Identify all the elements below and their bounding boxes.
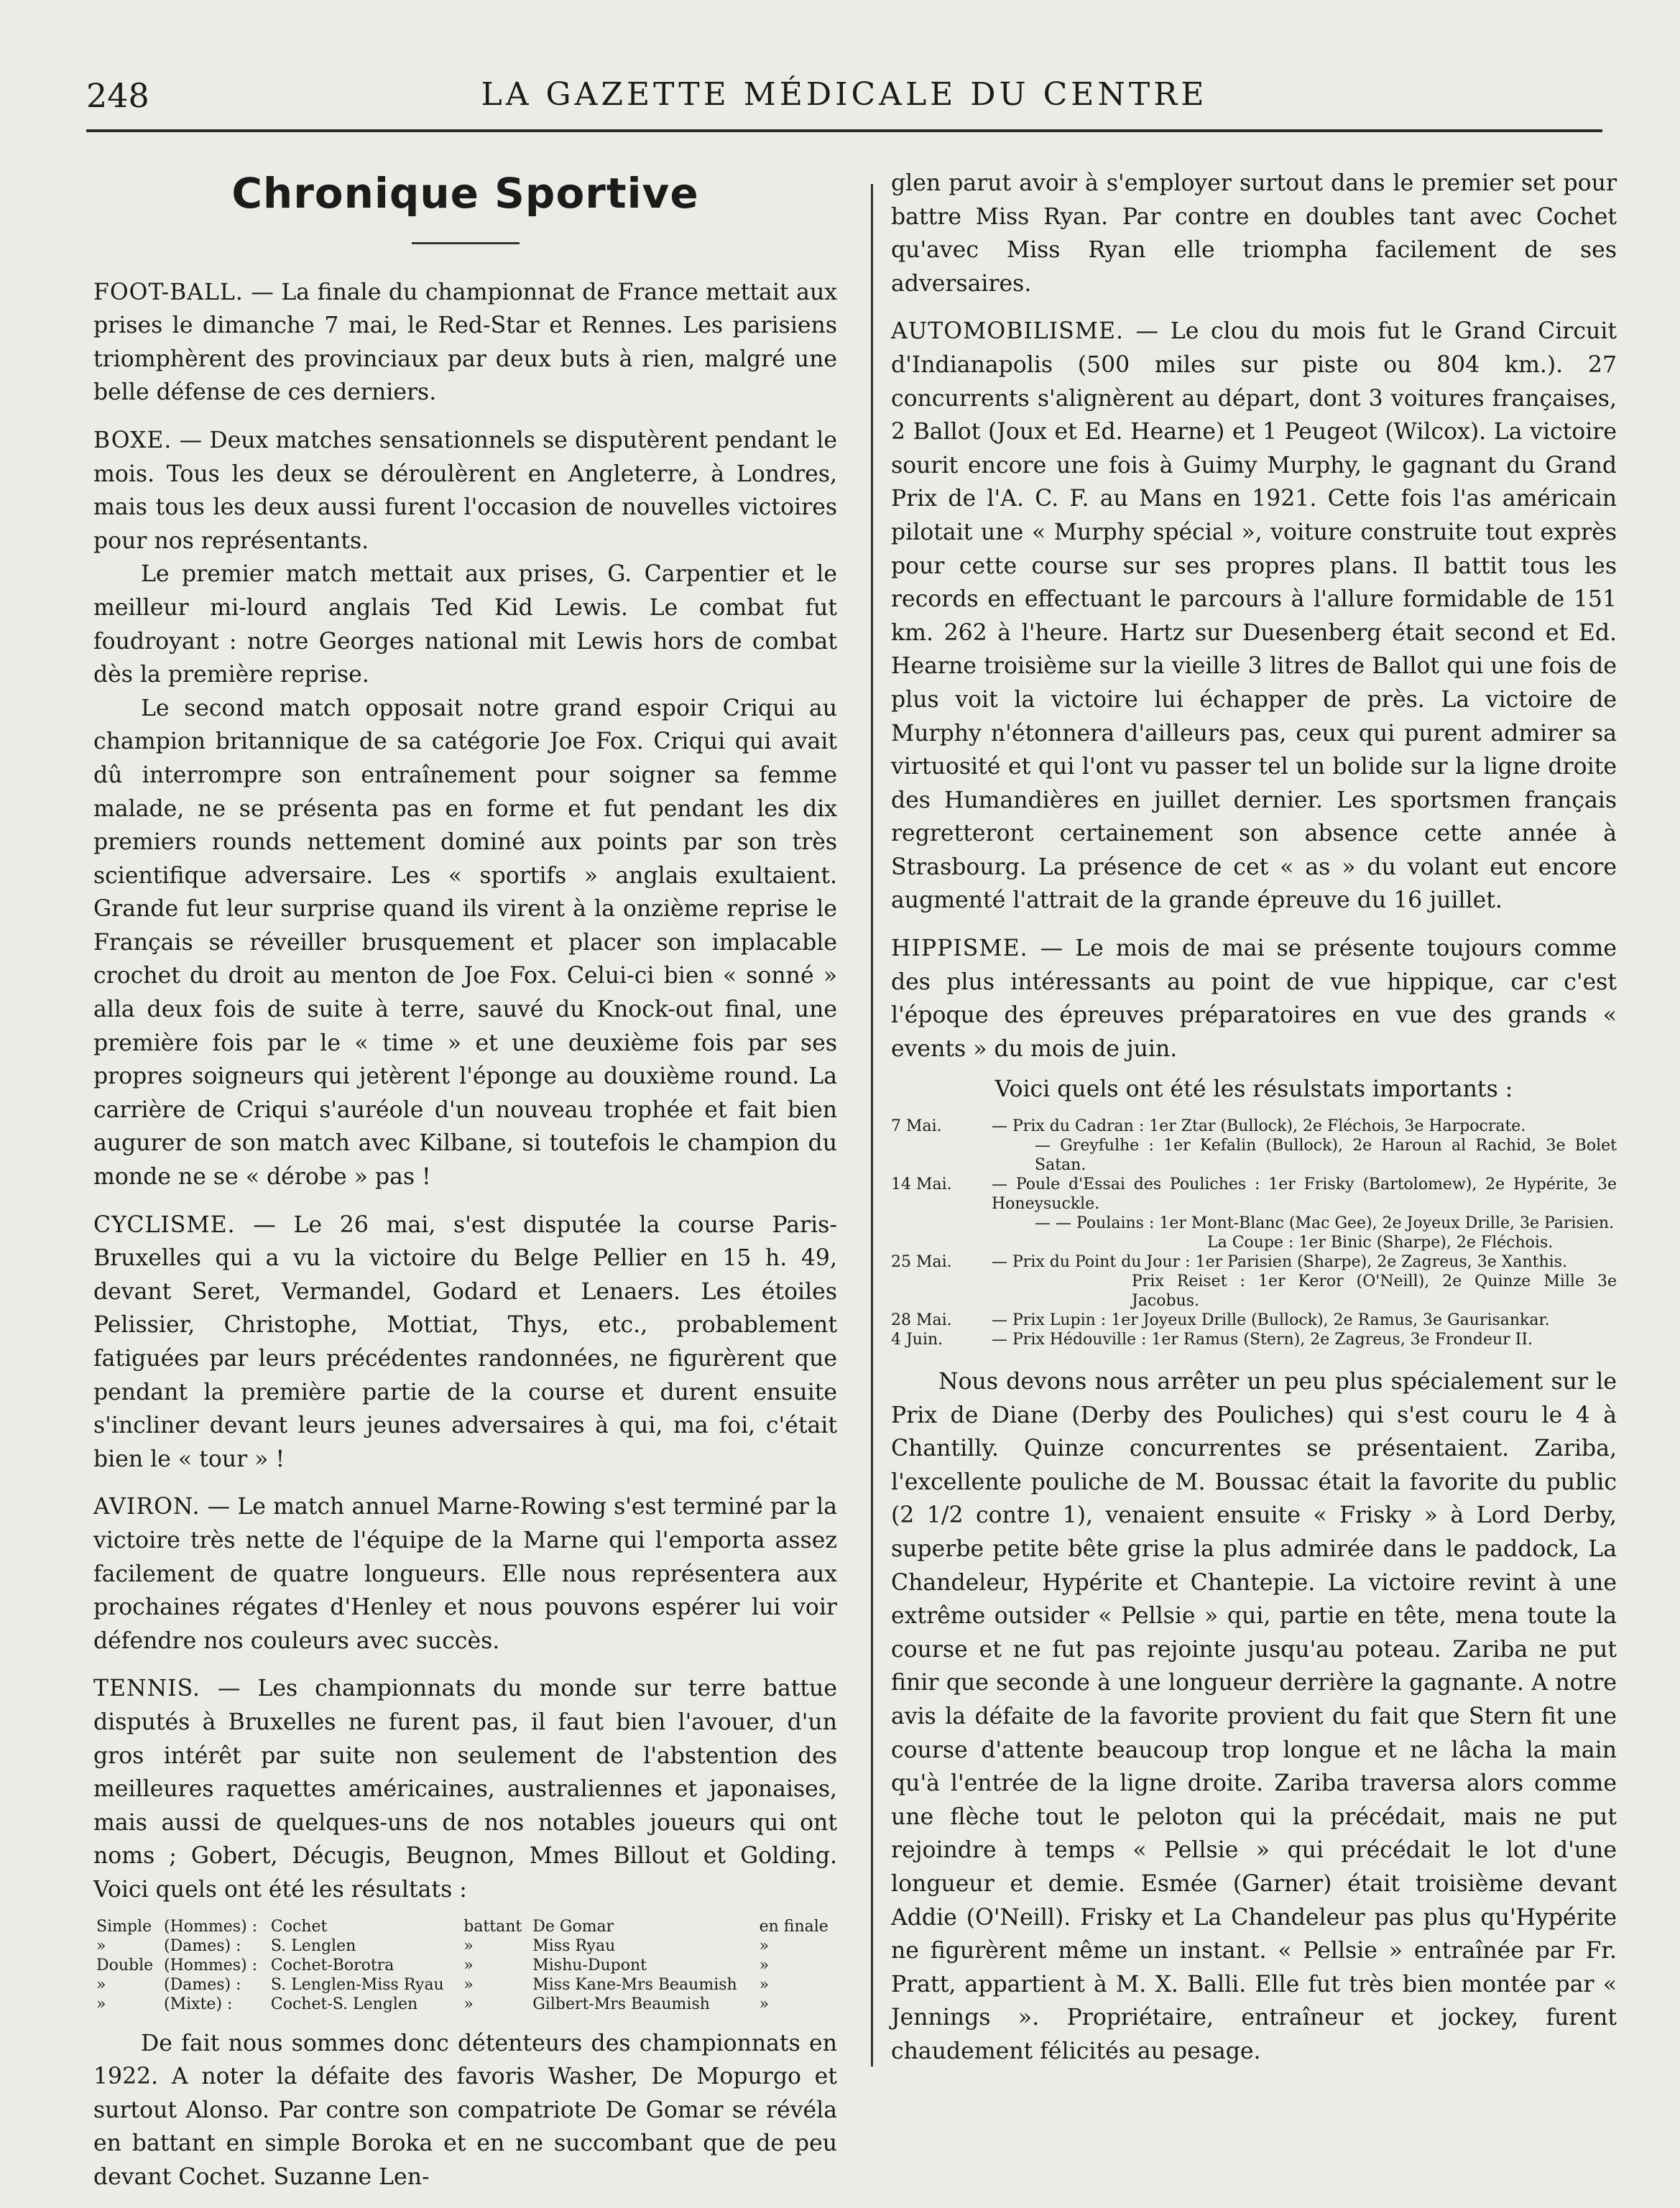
table-row bbox=[93, 1917, 837, 1936]
page-number: 248 bbox=[86, 76, 149, 115]
boxe-p1-text: — Deux matches sensationnels se disputèrent pendant le mois. Tous les deux se déroulèrent en Angleterre, à Londres, mais tous les deux aussi furent l'occasion de nouvelles victoires pour nos représentants. bbox=[93, 427, 837, 554]
race-results bbox=[891, 1117, 1617, 1349]
race-text: — Prix du Point du Jour : 1er Parisien (Sharpe), 2e Zagreus, 3e Xanthis. bbox=[992, 1253, 1567, 1272]
aviron-section bbox=[93, 1490, 837, 1658]
list-item bbox=[891, 1330, 1617, 1349]
table-cell: » bbox=[96, 1936, 106, 1955]
right-column bbox=[891, 167, 1617, 2083]
hippisme-text: — Le mois de mai se présente toujours comme des plus intéressants au point de vue hippique, car c'est l'époque des épreuves préparatoires en vue des grands « events » du mois de juin. bbox=[891, 936, 1617, 1062]
boxe-p2: Le premier match mettait aux prises, G. Carpentier et le meilleur mi-lourd anglais Ted Kid Lewis. Le combat fut foudroyant : notre Georges national mit Lewis hors de combat dès la première reprise. bbox=[93, 561, 837, 688]
tennis-p1 bbox=[93, 1672, 837, 1906]
list-item bbox=[891, 1117, 1617, 1136]
column-divider bbox=[871, 184, 873, 2066]
table-cell: » bbox=[759, 1956, 770, 1974]
table-cell: » bbox=[96, 1995, 106, 2013]
list-item bbox=[891, 1252, 1617, 1272]
aviron-text: — Le match annuel Marne-Rowing s'est terminé par la victoire très nette de l'équipe de la Marne qui l'emporta assez facilement de quatre longueurs. Elle nous représentera aux prochaines régates d'Henley et nous pouvons espérer lui voir défendre nos couleurs avec succès. bbox=[93, 1494, 837, 1654]
title-rule bbox=[412, 242, 520, 244]
list-item bbox=[891, 1233, 1617, 1252]
table-cell: » bbox=[463, 1995, 474, 2013]
football-section bbox=[93, 276, 837, 410]
boxe-section bbox=[93, 424, 837, 1194]
left-column bbox=[93, 169, 837, 2208]
table-cell: Double bbox=[96, 1956, 154, 1974]
page-header bbox=[86, 76, 1602, 126]
race-date: 7 Mai. bbox=[891, 1117, 942, 1136]
table-cell: Cochet bbox=[270, 1917, 328, 1936]
race-date bbox=[891, 1272, 992, 1311]
hippisme-section bbox=[891, 932, 1617, 2068]
list-item bbox=[891, 1272, 1617, 1311]
list-item bbox=[891, 1214, 1617, 1233]
table-cell: battant bbox=[463, 1917, 522, 1936]
race-date: 25 Mai. bbox=[891, 1253, 952, 1272]
table-cell: (Dames) : bbox=[164, 1936, 241, 1955]
race-date bbox=[891, 1233, 992, 1252]
race-date: 14 Mai. bbox=[891, 1175, 952, 1194]
table-cell: Gilbert-Mrs Beaumish bbox=[532, 1995, 710, 2013]
race-text: Prix Reiset : 1er Keror (O'Neill), 2e Quinze Mille 3e Jacobus. bbox=[1132, 1272, 1617, 1311]
football-text: — La finale du championnat de France mettait aux prises le dimanche 7 mai, le Red-Star et Rennes. Les parisiens triomphèrent des provinciaux par deux buts à rien, malgré une belle défense de ces derniers. bbox=[93, 279, 837, 406]
table-cell: » bbox=[759, 1936, 770, 1955]
cyclisme-section bbox=[93, 1209, 837, 1477]
table-cell: (Mixte) : bbox=[164, 1995, 233, 2013]
hippisme-p1 bbox=[891, 932, 1617, 1066]
table-row bbox=[93, 1975, 837, 1995]
table-row bbox=[93, 1956, 837, 1975]
list-item bbox=[891, 1175, 1617, 1214]
auto-head: AUTOMOBILISME. bbox=[891, 318, 1125, 345]
table-cell: Cochet-Borotra bbox=[270, 1956, 394, 1974]
tennis-text: — Les championnats du monde sur terre battue disputés à Bruxelles ne furent pas, il faut bien l'avouer, d'un gros intérêt par suite non seulement de l'abstention des meilleures raquettes américaines, australiennes et japonaises, mais aussi de quelques-uns de nos notables joueurs qui ont noms ; Gobert, Décugis, Beugnon, Mmes Billout et Golding. Voici quels ont été les résultats : bbox=[93, 1676, 837, 1903]
table-cell: » bbox=[463, 1956, 474, 1974]
diane-paragraph: Nous devons nous arrêter un peu plus spécialement sur le Prix de Diane (Derby des Pouliches) qui s'est couru le 4 à Chantilly. Quinze concurrentes se présentaient. Zariba, l'excellente pouliche de M. Boussac était la favorite du public (2 1/2 contre 1), venaient ensuite « Frisky » à Lord Derby, superbe petite bête grise la plus admirée dans le paddock, La Chandeleur, Hypérite et Chantepie. La victoire revint à une extrême outsider « Pellsie » qui, partie en tête, mena toute la course et ne fut pas rejointe jusqu'au poteau. Zariba ne put finir que seconde à une longueur derrière la gagnante. A notre avis la défaite de la favorite provient du fait que Stern fit une course d'attente beaucoup trop longue et ne lâcha la main qu'à l'entrée de la ligne droite. Zariba traversa alors comme une flèche tout le peloton qui la précédait, mais ne put rejoindre à temps « Pellsie » qui précédait le lot d'une longueur et demie. Esmée (Garner) était troisième devant Addie (O'Neill). Frisky et La Chandeleur pas plus qu'Hypérite ne figurèrent même un instant. « Pellsie » entraînée par Fr. Pratt, appartient à M. X. Balli. Elle fut très bien montée par « Jennings ». Propriétaire, entraîneur et jockey, furent chaudement félicités au pesage. bbox=[891, 1369, 1617, 2064]
race-text: — Greyfulhe : 1er Kefalin (Bullock), 2e Haroun al Rachid, 3e Bolet Satan. bbox=[1035, 1137, 1617, 1175]
chronicle-title: Chronique Sportive bbox=[231, 169, 699, 218]
table-cell: S. Lenglen bbox=[270, 1936, 356, 1955]
table-row bbox=[93, 1995, 837, 2014]
table-cell: Cochet-S. Lenglen bbox=[270, 1995, 418, 2013]
table-cell: (Hommes) : bbox=[164, 1956, 258, 1974]
table-row bbox=[93, 1936, 837, 1956]
table-cell: Miss Kane-Mrs Beaumish bbox=[532, 1975, 737, 1994]
race-text: — Prix du Cadran : 1er Ztar (Bullock), 2e Fléchois, 3e Harpocrate. bbox=[992, 1117, 1526, 1136]
table-cell: Simple bbox=[96, 1917, 152, 1936]
table-cell: » bbox=[96, 1975, 106, 1994]
table-cell: » bbox=[759, 1975, 770, 1994]
hippisme-head: HIPPISME. bbox=[891, 936, 1028, 962]
tennis-section bbox=[93, 1672, 837, 2194]
race-date bbox=[891, 1136, 992, 1175]
race-text: — — Poulains : 1er Mont-Blanc (Mac Gee), 2e Joyeux Drille, 3e Parisien. bbox=[1035, 1214, 1614, 1233]
tennis-continuation: glen parut avoir à s'employer surtout dans le premier set pour battre Miss Ryan. Par contre en doubles tant avec Cochet qu'avec Miss Ryan elle triompha facilement de ses adversaires. bbox=[891, 170, 1617, 297]
cyclisme-head: CYCLISME. bbox=[93, 1211, 236, 1238]
list-item bbox=[891, 1311, 1617, 1330]
race-date: 28 Mai. bbox=[891, 1311, 952, 1330]
boxe-p1 bbox=[93, 424, 837, 558]
tennis-after: De fait nous sommes donc détenteurs des championnats en 1922. A noter la défaite des favoris Washer, De Mopurgo et surtout Alonso. Par contre son compatriote De Gomar se révéla en battant en simple Boroka et en ne succombant que de peu devant Cochet. Suzanne Len- bbox=[93, 2030, 837, 2190]
race-text: — Prix Lupin : 1er Joyeux Drille (Bullock), 2e Ramus, 3e Gaurisankar. bbox=[992, 1311, 1550, 1330]
table-cell: (Hommes) : bbox=[164, 1917, 258, 1936]
results-intro: Voici quels ont été les résulstats importants : bbox=[994, 1076, 1513, 1103]
running-title: LA GAZETTE MÉDICALE DU CENTRE bbox=[481, 76, 1208, 113]
cyclisme-text: — Le 26 mai, s'est disputée la course Paris-Bruxelles qui a vu la victoire du Belge Pellier en 15 h. 49, devant Seret, Vermandel, Godard et Lenaers. Les étoiles Pelissier, Christophe, Mottiat, Thys, etc., probablement fatiguées par leurs précédentes randonnées, ne figurèrent que pendant la première partie de la course et durent ensuite s'incliner devant leurs jeunes adversaires à qui, ma foi, c'était bien le « tour » ! bbox=[93, 1211, 837, 1472]
race-date bbox=[891, 1214, 992, 1233]
tennis-results-table bbox=[93, 1917, 837, 2014]
race-text: La Coupe : 1er Binic (Sharpe), 2e Fléchois. bbox=[1207, 1234, 1554, 1252]
aviron-head: AVIRON. bbox=[93, 1494, 200, 1520]
tennis-head: TENNIS. bbox=[93, 1676, 201, 1702]
boxe-p3: Le second match opposait notre grand espoir Criqui au champion britannique de sa catégorie Joe Fox. Criqui qui avait dû interrompre son entraînement pour soigner sa femme malade, ne se présenta pas en forme et fut pendant les dix premiers rounds nettement dominé aux points par son très scientifique adversaire. Les « sportifs » anglais exultaient. Grande fut leur surprise quand ils virent à la onzième reprise le Français se réveiller brusquement et placer son implacable crochet du droit au menton de Joe Fox. Celui-ci bien « sonné » alla deux fois de suite à terre, sauvé du Knock-out final, une première fois par le « time » et une deuxième fois par ses propres soigneurs qui jetèrent l'éponge au douxième round. La carrière de Criqui s'auréole d'un nouveau trophée et fait bien augurer de son match avec Kilbane, si toutefois le champion du monde ne se « dérobe » pas ! bbox=[93, 695, 837, 1191]
list-item bbox=[891, 1136, 1617, 1175]
auto-section bbox=[891, 315, 1617, 918]
race-text: — Prix Hédouville : 1er Ramus (Stern), 2e Zagreus, 3e Frondeur II. bbox=[992, 1331, 1533, 1349]
race-date: 4 Juin. bbox=[891, 1331, 943, 1349]
table-cell: Miss Ryau bbox=[532, 1936, 616, 1955]
table-cell: Mishu-Dupont bbox=[532, 1956, 647, 1974]
table-cell: » bbox=[463, 1936, 474, 1955]
race-text: — Poule d'Essai des Pouliches : 1er Frisky (Bartolomew), 2e Hypérite, 3e Honeysuckle. bbox=[992, 1175, 1617, 1214]
table-cell: » bbox=[463, 1975, 474, 1994]
table-cell: S. Lenglen-Miss Ryau bbox=[270, 1975, 444, 1994]
table-cell: (Dames) : bbox=[164, 1975, 241, 1994]
boxe-head: BOXE. bbox=[93, 427, 172, 453]
table-cell: en finale bbox=[759, 1917, 829, 1936]
table-cell: De Gomar bbox=[532, 1917, 614, 1936]
auto-text: — Le clou du mois fut le Grand Circuit d'Indianapolis (500 miles sur piste ou 804 km.). 27 concurrents s'alignèrent au départ, dont 3 voitures françaises, 2 Ballot (Joux et Ed. Hearne) et 1 Peugeot (Wilcox). La victoire sourit encore une fois à Guimy Murphy, le gagnant du Grand Prix de l'A. C. F. au Mans en 1921. Cette fois l'as américain pilotait une « Murphy spécial », voiture construite tout exprès pour cette course sur ses propres plans. Il battit tous les records en effectuant le parcours à l'allure formidable de 151 km. 262 à l'heure. Hartz sur Duesenberg était second et Ed. Hearne troisième sur la vieille 3 litres de Ballot qui une fois de plus voit la victoire lui échapper de près. La victoire de Murphy n'étonnera d'ailleurs pas, ceux qui purent admirer sa virtuosité et qui l'ont vu passer tel un bolide sur la ligne droite des Humandières en juillet dernier. Les sportsmen français regretteront certainement son absence cette année à Strasbourg. La présence de cet « as » du volant eut encore augmenté l'attrait de la grande épreuve du 16 juillet. bbox=[891, 318, 1617, 914]
header-rule bbox=[86, 129, 1602, 132]
football-head: FOOT-BALL. bbox=[93, 279, 244, 305]
table-cell: » bbox=[759, 1995, 770, 2013]
